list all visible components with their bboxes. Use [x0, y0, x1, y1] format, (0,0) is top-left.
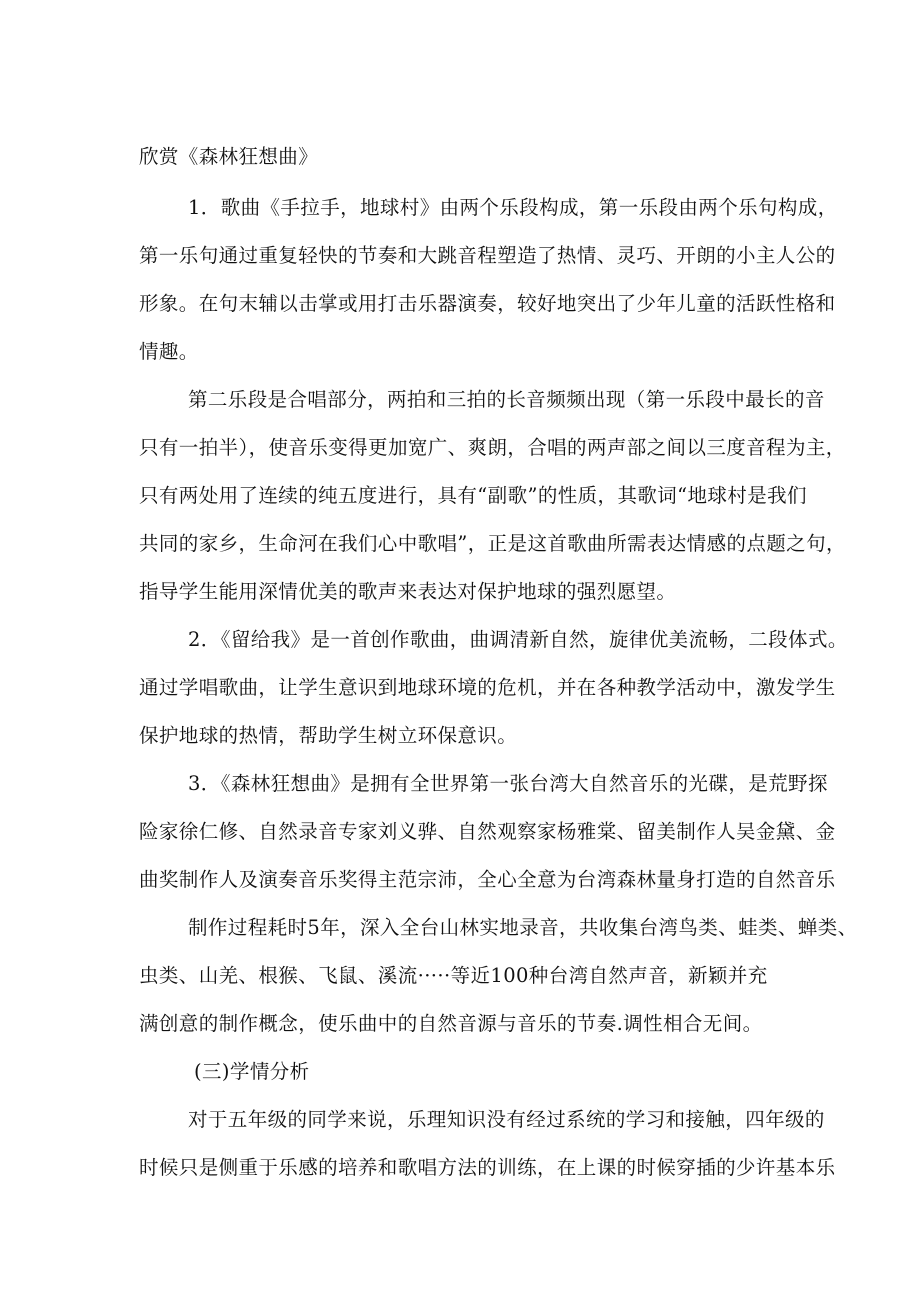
paragraph-5-line-3: 满创意的制作概念，使乐曲中的自然音源与音乐的节奏.调性相合无间。 [139, 1012, 763, 1035]
paragraph-6-line-2: 时候只是侧重于乐感的培养和歌唱方法的训练，在上课的时候穿插的少许基本乐 [139, 1156, 836, 1179]
paragraph-2-line-1: 第二乐段是合唱部分，两拍和三拍的长音频频出现（第一乐段中最长的音 [188, 388, 825, 411]
paragraph-1-line-3: 形象。在句末辅以击掌或用打击乐器演奏，较好地突出了少年儿童的活跃性格和 [139, 292, 836, 315]
paragraph-1-line-1: 1．歌曲《手拉手，地球村》由两个乐段构成，第一乐段由两个乐句构成， [188, 196, 838, 219]
paragraph-2-line-4: 共同的家乡，生命河在我们心中歌唱”，正是这首歌曲所需表达情感的点题之句， [139, 532, 846, 555]
paragraph-4-line-2: 险家徐仁修、自然录音专家刘义骅、自然观察家杨雅棠、留美制作人吴金黛、金 [139, 820, 836, 843]
top-heading: 欣赏《森林狂想曲》 [139, 145, 319, 168]
paragraph-5-line-2: 虫类、山羌、根猴、飞鼠、溪流·····等近100种台湾自然声音，新颖并充 [139, 964, 768, 987]
section-heading: (三)学情分析 [194, 1060, 310, 1083]
paragraph-3-line-3: 保护地球的热情，帮助学生树立环保意识。 [139, 724, 518, 747]
paragraph-2-line-2: 只有一拍半），使音乐变得更加宽广、爽朗，合唱的两声部之间以三度音程为主， [139, 436, 846, 459]
paragraph-3-line-2: 通过学唱歌曲，让学生意识到地球环境的危机，并在各种教学活动中，激发学生 [139, 676, 836, 699]
paragraph-2-line-5: 指导学生能用深情优美的歌声来表达对保护地球的强烈愿望。 [139, 580, 677, 603]
paragraph-4-line-3: 曲奖制作人及演奏音乐奖得主范宗沛，全心全意为台湾森林量身打造的自然音乐 [139, 868, 836, 891]
paragraph-2-line-3: 只有两处用了连续的纯五度进行，具有“副歌”的性质，其歌词“地球村是我们 [139, 484, 807, 507]
paragraph-6-line-1: 对于五年级的同学来说，乐理知识没有经过系统的学习和接触，四年级的 [188, 1108, 825, 1131]
paragraph-5-line-1: 制作过程耗时5年，深入全台山林实地录音，共收集台湾鸟类、蛙类、蝉类、 [188, 916, 858, 939]
paragraph-4-line-1: 3．《森林狂想曲》是拥有全世界第一张台湾大自然音乐的光碟，是荒野探 [188, 772, 828, 795]
paragraph-1-line-2: 第一乐句通过重复轻快的节奏和大跳音程塑造了热情、灵巧、开朗的小主人公的 [139, 244, 836, 267]
paragraph-1-line-4: 情趣。 [139, 340, 199, 363]
paragraph-3-line-1: 2．《留给我》是一首创作歌曲，曲调清新自然，旋律优美流畅，二段体式。 [188, 628, 848, 651]
